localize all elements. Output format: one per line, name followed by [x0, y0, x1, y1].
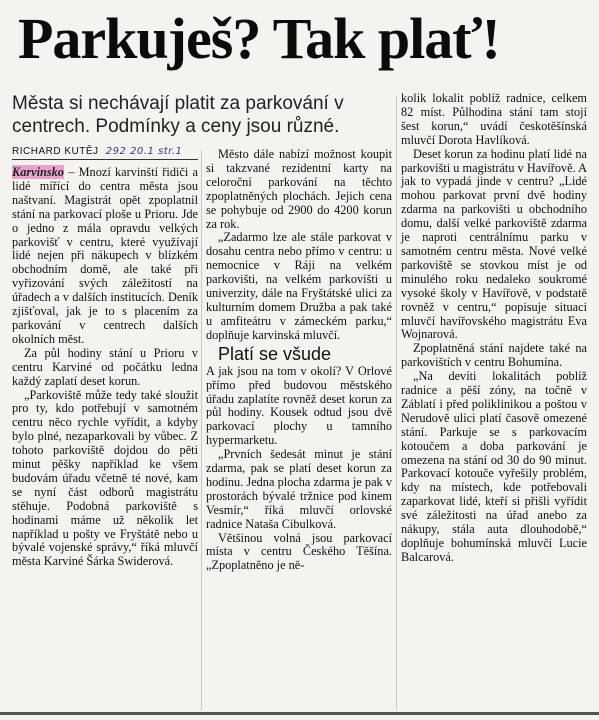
- paragraph: Většinou volná jsou parkovací místa v centru Českého Těšína. „Zpoplatněno je ně-: [206, 530, 392, 573]
- column-2: [206, 148, 392, 573]
- byline: [12, 146, 198, 160]
- section-subheading: Platí se všude: [218, 343, 332, 364]
- paragraph-text: – Mnozí karvinští řidiči a lidé mířící do centra města jsou naštvaní. Magistrát opět zpoplatnil stání na parkovací ploše u Prioru. Jde o jedno z mála opravdu velkých parkovišť v centru, které využívají lidé nejen při nákupech v blízkém obchodním domě, ale také při vyřizování svých záležitostí na úřadech a v dalších institucích. Deník zjišťoval, jak je to s placením za parkování v centrech dalších okolních měst.: [12, 165, 198, 346]
- paragraph: [12, 166, 198, 347]
- paragraph: „Parkoviště může tedy také sloužit pro ty, kdo potřebují v samotném centru něco rychle vyřídit, a kdyby bylo plné, nezaparkovali by vůbec. Z tohoto parkoviště dojdou do pěti minut pěšky například ke všem budovám úřadu včetně té nové, kam se nyní část odborů magistrátu stěhuje. Podobná parkoviště s hodinami máme už několik let například u pošty ve Fryštátě nebo u bývalé vojenské správy,“ říká mluvčí města Karviné Šárka Swiderová.: [12, 387, 198, 569]
- paragraph: Město dále nabízí možnost koupit si takzvané rezidentní karty na celoroční parkování na těchto zpoplatněných plochách. Jejich cena se pohybuje od 2900 do 4200 korun za rok.: [206, 147, 392, 231]
- paragraph: kolik lokalit poblíž radnice, celkem 82 míst. Půlhodina stání tam stojí šest korun,“ uvádí českotěšínská mluvčí Dorota Havlíková.: [401, 91, 587, 147]
- column-3: [401, 92, 587, 565]
- handwritten-note: 292 20.1 str.1: [105, 146, 183, 157]
- bottom-rule: [0, 712, 599, 715]
- column-1: [12, 166, 198, 569]
- paragraph: „Na devíti lokalitách poblíž radnice a pěší zóny, na točně v Záblatí i před poliklinikou a poštou v Nerudově ulici platí časově omezené stání. Parkuje se s parkovacím kotoučem a doba parkování je omezena na stání od 30 do 90 minut. Parkovací kotouče vyřešily problém, kdy na místech, kde potřebovali zaparkovat lidé, kteří si přišli vyřídit své záležitosti na úřad anebo za nákupy, stála auta dlouhodobě,“ doplňuje bohumínská mluvčí Lucie Balcarová.: [401, 369, 587, 564]
- paragraph: A jak jsou na tom v okolí? V Orlové přímo před budovou městského úřadu zaplatíte rovněž deset korun za půl hodiny. Kousek odtud jsou dvě parkovací plochy u tamního hypermarketu.: [206, 363, 392, 448]
- paragraph: Deset korun za hodinu platí lidé na parkovišti u magistrátu v Havířově. A jak to vypadá jinde v centru? „Lidé mohou parkovat první dvě hodiny zdarma na parkovišti u obchodního domu, další velké parkoviště zdarma je naproti centrálnímu parku v samotném centru města. Nové velké parkoviště se stovkou míst je od minulého roku nedaleko soukromé vysoké školy v Havířově, v podstatě rovněž v centru,“ popisuje situaci mluvčí havířovského magistrátu Eva Wojnarová.: [401, 146, 587, 342]
- paragraph: Zpoplatněná stání najdete také na parkovištích v centru Bohumína.: [401, 341, 587, 370]
- paragraph: Za půl hodiny stání u Prioru v centru Karviné od počátku ledna každý zaplatí deset korun.: [12, 345, 198, 388]
- column-divider: [396, 96, 397, 710]
- column-divider: [201, 150, 202, 710]
- author: RICHARD KUTĚJ: [12, 146, 99, 157]
- subheadline: Města si nechávají platit za parkování v centrech. Podmínky a ceny jsou různé.: [12, 93, 344, 137]
- paragraph: „Zadarmo lze ale stále parkovat v dosahu centra nebo přímo v centru: u nemocnice v Ráji na velkém parkovišti, na velkém parkovišti u univerzity, dále na Fryštátské ulici za kulturním domem Družba a pak také u amfiteátru v zámeckém parku,“ doplňuje karvinská mluvčí.: [206, 230, 392, 342]
- highlighted-location: Karvinsko: [12, 165, 64, 179]
- paragraph: „Prvních šedesát minut je stání zdarma, pak se platí deset korun za hodinu. Jedna plocha zdarma je pak v prostorách bývalé tržnice pod kinem Vesmír,“ říká mluvčí orlovské radnice Nataša Cibulková.: [206, 447, 392, 531]
- headline: Parkuješ? Tak plať!: [18, 6, 500, 71]
